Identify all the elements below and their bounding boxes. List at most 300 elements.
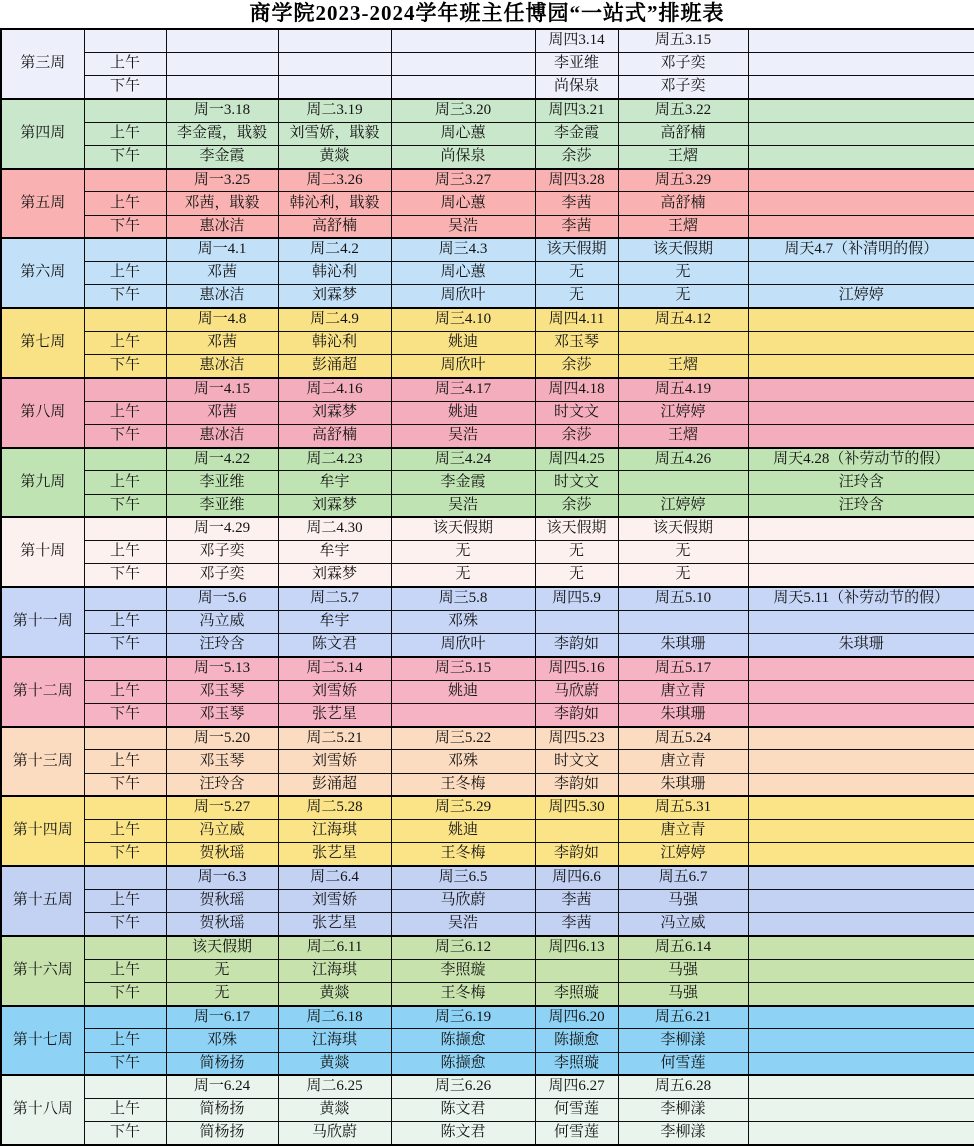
morning-row <box>1 889 974 912</box>
duty-cell: 韩沁利 <box>278 331 391 354</box>
period-cell-empty <box>84 587 166 610</box>
duty-cell: 汪玲含 <box>166 773 278 796</box>
week-label: 第四周 <box>1 99 84 169</box>
date-cell <box>166 29 278 52</box>
date-cell: 周四6.13 <box>535 936 618 959</box>
duty-cell: 余莎 <box>535 355 618 378</box>
duty-cell: 马强 <box>618 889 748 912</box>
date-cell: 周一4.1 <box>166 238 278 261</box>
week-label: 第十一周 <box>1 587 84 657</box>
duty-cell: 姚迪 <box>391 820 535 843</box>
duty-cell: 朱琪珊 <box>618 773 748 796</box>
afternoon-row <box>1 215 974 238</box>
duty-cell: 无 <box>166 959 278 982</box>
duty-cell <box>166 52 278 75</box>
duty-cell: 吴浩 <box>391 913 535 936</box>
date-cell: 周二6.25 <box>278 1075 391 1098</box>
period-label: 下午 <box>84 703 166 726</box>
afternoon-row <box>1 76 974 99</box>
duty-cell: 邓殊 <box>391 750 535 773</box>
date-cell: 周五6.28 <box>618 1075 748 1098</box>
week-label: 第十三周 <box>1 727 84 797</box>
date-cell: 周四5.9 <box>535 587 618 610</box>
date-cell: 周三5.8 <box>391 587 535 610</box>
duty-cell: 朱琪珊 <box>618 634 748 657</box>
duty-cell: 时文文 <box>535 401 618 424</box>
duty-cell: 邓茜，戢毅 <box>166 192 278 215</box>
weekend-duty-cell <box>748 773 974 796</box>
date-cell: 周四4.18 <box>535 378 618 401</box>
week-label: 第十八周 <box>1 1075 84 1145</box>
period-label: 上午 <box>84 331 166 354</box>
period-label: 下午 <box>84 1122 166 1145</box>
duty-cell: 陈文君 <box>391 1122 535 1145</box>
duty-cell: 无 <box>535 564 618 587</box>
afternoon-row <box>1 564 974 587</box>
weekend-note-cell <box>748 936 974 959</box>
duty-cell <box>535 959 618 982</box>
duty-cell: 姚迪 <box>391 331 535 354</box>
weekend-duty-cell <box>748 610 974 633</box>
duty-cell: 吴浩 <box>391 494 535 517</box>
weekend-note-cell <box>748 378 974 401</box>
weekend-duty-cell <box>748 982 974 1005</box>
period-label: 上午 <box>84 401 166 424</box>
duty-cell: 无 <box>166 982 278 1005</box>
weekend-duty-cell <box>748 564 974 587</box>
period-cell-empty <box>84 727 166 750</box>
period-cell-empty <box>84 378 166 401</box>
weekend-duty-cell <box>748 703 974 726</box>
date-cell: 周四6.20 <box>535 1006 618 1029</box>
duty-cell: 高舒楠 <box>278 215 391 238</box>
duty-cell: 李亚维 <box>166 471 278 494</box>
weekend-duty-cell <box>748 424 974 447</box>
duty-cell: 李韵如 <box>535 703 618 726</box>
weekend-note-cell: 周天5.11（补劳动节的假） <box>748 587 974 610</box>
date-cell: 周四4.11 <box>535 308 618 331</box>
weekend-duty-cell <box>748 820 974 843</box>
morning-row <box>1 1029 974 1052</box>
duty-cell: 邓子奕 <box>618 52 748 75</box>
date-cell: 周三3.20 <box>391 99 535 122</box>
morning-row <box>1 1099 974 1122</box>
weekend-duty-cell <box>748 192 974 215</box>
week-label: 第十周 <box>1 517 84 587</box>
afternoon-row <box>1 773 974 796</box>
date-cell: 周一6.24 <box>166 1075 278 1098</box>
weekend-duty-cell <box>748 750 974 773</box>
duty-cell: 张艺星 <box>278 703 391 726</box>
duty-roster-table <box>0 28 974 1146</box>
duty-cell: 唐立青 <box>618 680 748 703</box>
period-label: 下午 <box>84 145 166 168</box>
date-cell: 该天假期 <box>535 238 618 261</box>
afternoon-row <box>1 494 974 517</box>
morning-row <box>1 750 974 773</box>
weekend-note-cell <box>748 866 974 889</box>
period-label: 上午 <box>84 680 166 703</box>
duty-cell: 邓子奕 <box>166 564 278 587</box>
duty-cell: 江海琪 <box>278 959 391 982</box>
period-label: 上午 <box>84 192 166 215</box>
duty-cell: 韩沁利，戢毅 <box>278 192 391 215</box>
date-cell: 周一4.15 <box>166 378 278 401</box>
duty-cell: 王冬梅 <box>391 843 535 866</box>
period-label: 下午 <box>84 285 166 308</box>
morning-row <box>1 610 974 633</box>
duty-cell: 何雪莲 <box>618 1052 748 1075</box>
duty-cell: 无 <box>618 285 748 308</box>
duty-cell: 邓玉琴 <box>166 703 278 726</box>
duty-cell: 无 <box>618 541 748 564</box>
date-cell: 周四5.30 <box>535 796 618 819</box>
duty-cell: 时文文 <box>535 471 618 494</box>
date-cell: 周五4.19 <box>618 378 748 401</box>
weekend-duty-cell <box>748 1122 974 1145</box>
duty-cell: 贺秋瑶 <box>166 843 278 866</box>
date-cell: 周四6.27 <box>535 1075 618 1098</box>
weekend-duty-cell <box>748 1052 974 1075</box>
weekend-note-cell <box>748 1006 974 1029</box>
duty-cell: 王熠 <box>618 355 748 378</box>
period-cell-empty <box>84 1075 166 1098</box>
period-label: 上午 <box>84 610 166 633</box>
date-cell: 周四5.23 <box>535 727 618 750</box>
period-label: 上午 <box>84 262 166 285</box>
week-label: 第十四周 <box>1 796 84 866</box>
duty-cell: 李亚维 <box>535 52 618 75</box>
duty-cell: 马欣蔚 <box>535 680 618 703</box>
duty-cell: 周心蕙 <box>391 262 535 285</box>
weekend-duty-cell <box>748 843 974 866</box>
duty-cell: 邓玉琴 <box>166 680 278 703</box>
afternoon-row <box>1 982 974 1005</box>
duty-cell: 彭涌超 <box>278 773 391 796</box>
duty-cell: 张艺星 <box>278 843 391 866</box>
duty-cell: 李韵如 <box>535 843 618 866</box>
duty-cell: 无 <box>535 262 618 285</box>
duty-cell: 黄燚 <box>278 982 391 1005</box>
date-cell: 周三6.5 <box>391 866 535 889</box>
date-cell: 周五5.17 <box>618 657 748 680</box>
duty-cell: 冯立威 <box>166 610 278 633</box>
duty-cell: 李亚维 <box>166 494 278 517</box>
duty-cell: 尚保泉 <box>535 76 618 99</box>
duty-cell: 黄燚 <box>278 1099 391 1122</box>
duty-cell: 贺秋瑶 <box>166 889 278 912</box>
weekend-duty-cell <box>748 52 974 75</box>
duty-cell: 余莎 <box>535 494 618 517</box>
weekend-duty-cell <box>748 889 974 912</box>
duty-cell: 惠冰洁 <box>166 215 278 238</box>
period-label: 上午 <box>84 820 166 843</box>
duty-cell <box>618 331 748 354</box>
duty-cell: 黄燚 <box>278 1052 391 1075</box>
duty-cell: 马欣蔚 <box>278 1122 391 1145</box>
date-cell: 该天假期 <box>535 517 618 540</box>
weekend-duty-cell <box>748 541 974 564</box>
weekend-note-cell <box>748 169 974 192</box>
date-cell: 周一4.22 <box>166 448 278 471</box>
morning-row <box>1 52 974 75</box>
duty-cell: 江海琪 <box>278 820 391 843</box>
date-cell: 周五4.12 <box>618 308 748 331</box>
duty-cell: 时文文 <box>535 750 618 773</box>
duty-cell: 李柳漾 <box>618 1099 748 1122</box>
afternoon-row <box>1 1052 974 1075</box>
duty-cell: 无 <box>618 262 748 285</box>
date-cell <box>391 29 535 52</box>
duty-cell: 李照璇 <box>535 982 618 1005</box>
afternoon-row <box>1 634 974 657</box>
duty-cell: 何雪莲 <box>535 1099 618 1122</box>
duty-cell: 唐立青 <box>618 750 748 773</box>
morning-row <box>1 401 974 424</box>
duty-cell: 周欣叶 <box>391 355 535 378</box>
duty-cell <box>535 820 618 843</box>
afternoon-row <box>1 355 974 378</box>
week-dates-row <box>1 727 974 750</box>
date-cell: 周二4.23 <box>278 448 391 471</box>
duty-cell: 李柳漾 <box>618 1122 748 1145</box>
duty-cell: 邓殊 <box>166 1029 278 1052</box>
duty-cell <box>391 52 535 75</box>
duty-cell: 余莎 <box>535 424 618 447</box>
date-cell: 周二3.19 <box>278 99 391 122</box>
duty-cell: 贺秋瑶 <box>166 913 278 936</box>
page-title: 商学院2023-2024学年班主任博园“一站式”排班表 <box>0 0 974 28</box>
duty-cell: 邓茜 <box>166 401 278 424</box>
morning-row <box>1 820 974 843</box>
period-label: 下午 <box>84 1052 166 1075</box>
weekend-duty-cell <box>748 1099 974 1122</box>
period-label: 下午 <box>84 843 166 866</box>
period-label: 下午 <box>84 76 166 99</box>
duty-cell: 李照璇 <box>391 959 535 982</box>
weekend-duty-cell <box>748 401 974 424</box>
afternoon-row <box>1 145 974 168</box>
duty-cell <box>618 471 748 494</box>
date-cell: 周二4.16 <box>278 378 391 401</box>
duty-cell: 吴浩 <box>391 424 535 447</box>
afternoon-row <box>1 913 974 936</box>
period-cell-empty <box>84 29 166 52</box>
period-label: 下午 <box>84 215 166 238</box>
period-label: 下午 <box>84 773 166 796</box>
duty-cell: 李茜 <box>535 192 618 215</box>
date-cell: 周二4.30 <box>278 517 391 540</box>
duty-cell: 邓殊 <box>391 610 535 633</box>
week-label: 第八周 <box>1 378 84 448</box>
duty-cell: 王冬梅 <box>391 982 535 1005</box>
date-cell: 周四3.21 <box>535 99 618 122</box>
duty-cell: 王熠 <box>618 424 748 447</box>
weekend-note-cell <box>748 308 974 331</box>
duty-cell: 李茜 <box>535 215 618 238</box>
duty-cell: 尚保泉 <box>391 145 535 168</box>
duty-cell: 马强 <box>618 959 748 982</box>
period-cell-empty <box>84 99 166 122</box>
week-dates-row <box>1 796 974 819</box>
date-cell: 周一5.20 <box>166 727 278 750</box>
date-cell: 周三4.17 <box>391 378 535 401</box>
morning-row <box>1 331 974 354</box>
date-cell: 周一5.13 <box>166 657 278 680</box>
morning-row <box>1 122 974 145</box>
duty-cell: 高舒楠 <box>278 424 391 447</box>
duty-cell: 何雪莲 <box>535 1122 618 1145</box>
weekend-note-cell <box>748 99 974 122</box>
weekend-duty-cell <box>748 680 974 703</box>
duty-cell: 陈撷愈 <box>391 1029 535 1052</box>
weekend-note-cell: 周天4.7（补清明的假） <box>748 238 974 261</box>
weekend-note-cell <box>748 727 974 750</box>
period-cell-empty <box>84 308 166 331</box>
duty-cell: 唐立青 <box>618 820 748 843</box>
weekend-duty-cell <box>748 145 974 168</box>
week-label: 第三周 <box>1 29 84 99</box>
date-cell: 该天假期 <box>166 936 278 959</box>
date-cell: 周五3.22 <box>618 99 748 122</box>
date-cell: 周一6.3 <box>166 866 278 889</box>
date-cell: 周一6.17 <box>166 1006 278 1029</box>
weekend-duty-cell <box>748 122 974 145</box>
week-label: 第十二周 <box>1 657 84 727</box>
date-cell: 周三5.15 <box>391 657 535 680</box>
morning-row <box>1 262 974 285</box>
date-cell: 周四3.14 <box>535 29 618 52</box>
duty-cell: 无 <box>535 285 618 308</box>
date-cell: 周一3.25 <box>166 169 278 192</box>
duty-cell: 陈文君 <box>278 634 391 657</box>
week-dates-row <box>1 308 974 331</box>
week-dates-row <box>1 866 974 889</box>
date-cell: 周三6.12 <box>391 936 535 959</box>
date-cell: 周三5.22 <box>391 727 535 750</box>
date-cell: 周五5.10 <box>618 587 748 610</box>
duty-cell: 冯立威 <box>618 913 748 936</box>
duty-cell: 吴浩 <box>391 215 535 238</box>
date-cell: 周三3.27 <box>391 169 535 192</box>
weekend-note-cell <box>748 657 974 680</box>
date-cell: 周一5.6 <box>166 587 278 610</box>
weekend-duty-cell: 汪玲含 <box>748 494 974 517</box>
week-dates-row <box>1 936 974 959</box>
afternoon-row <box>1 424 974 447</box>
period-cell-empty <box>84 448 166 471</box>
duty-cell: 李金霞 <box>391 471 535 494</box>
duty-cell: 王熠 <box>618 145 748 168</box>
duty-cell: 高舒楠 <box>618 192 748 215</box>
date-cell: 周二6.18 <box>278 1006 391 1029</box>
duty-cell: 李照璇 <box>535 1052 618 1075</box>
duty-cell: 王熠 <box>618 215 748 238</box>
duty-cell: 无 <box>391 541 535 564</box>
week-dates-row <box>1 1006 974 1029</box>
period-cell-empty <box>84 936 166 959</box>
duty-cell: 邓玉琴 <box>535 331 618 354</box>
period-cell-empty <box>84 1006 166 1029</box>
weekend-duty-cell: 朱琪珊 <box>748 634 974 657</box>
morning-row <box>1 471 974 494</box>
period-cell-empty <box>84 796 166 819</box>
duty-cell <box>278 52 391 75</box>
weekend-note-cell: 周天4.28（补劳动节的假） <box>748 448 974 471</box>
afternoon-row <box>1 285 974 308</box>
date-cell: 周四5.16 <box>535 657 618 680</box>
duty-cell: 李茜 <box>535 913 618 936</box>
period-label: 下午 <box>84 494 166 517</box>
duty-cell: 简杨扬 <box>166 1099 278 1122</box>
duty-cell: 刘霖梦 <box>278 285 391 308</box>
duty-cell: 刘霖梦 <box>278 564 391 587</box>
week-dates-row <box>1 517 974 540</box>
duty-cell: 冯立威 <box>166 820 278 843</box>
weekend-duty-cell: 江婷婷 <box>748 285 974 308</box>
period-label: 上午 <box>84 1099 166 1122</box>
weekend-note-cell <box>748 29 974 52</box>
date-cell: 周三5.29 <box>391 796 535 819</box>
duty-cell: 惠冰洁 <box>166 285 278 308</box>
date-cell: 周二6.4 <box>278 866 391 889</box>
duty-cell: 余莎 <box>535 145 618 168</box>
duty-cell: 江婷婷 <box>618 843 748 866</box>
period-label: 下午 <box>84 913 166 936</box>
weekend-duty-cell <box>748 215 974 238</box>
date-cell: 周五3.29 <box>618 169 748 192</box>
duty-cell: 无 <box>391 564 535 587</box>
date-cell: 周二5.21 <box>278 727 391 750</box>
date-cell: 周二4.2 <box>278 238 391 261</box>
date-cell: 周三4.3 <box>391 238 535 261</box>
period-label: 下午 <box>84 564 166 587</box>
afternoon-row <box>1 703 974 726</box>
period-label: 上午 <box>84 541 166 564</box>
week-dates-row <box>1 657 974 680</box>
date-cell: 该天假期 <box>618 238 748 261</box>
duty-cell: 邓子奕 <box>618 76 748 99</box>
duty-cell: 江海琪 <box>278 1029 391 1052</box>
weekend-duty-cell <box>748 1029 974 1052</box>
period-label: 下午 <box>84 634 166 657</box>
date-cell: 周一3.18 <box>166 99 278 122</box>
duty-cell: 汪玲含 <box>166 634 278 657</box>
duty-cell: 韩沁利 <box>278 262 391 285</box>
date-cell: 周二5.7 <box>278 587 391 610</box>
duty-cell <box>278 76 391 99</box>
duty-cell: 李韵如 <box>535 773 618 796</box>
period-label: 上午 <box>84 959 166 982</box>
period-cell-empty <box>84 866 166 889</box>
afternoon-row <box>1 843 974 866</box>
period-label: 上午 <box>84 889 166 912</box>
morning-row <box>1 541 974 564</box>
weekend-duty-cell <box>748 262 974 285</box>
period-label: 下午 <box>84 424 166 447</box>
duty-cell: 李茜 <box>535 889 618 912</box>
week-label: 第九周 <box>1 448 84 518</box>
duty-cell: 李金霞 <box>166 145 278 168</box>
period-label: 上午 <box>84 471 166 494</box>
week-dates-row <box>1 587 974 610</box>
date-cell: 周二5.14 <box>278 657 391 680</box>
week-dates-row <box>1 99 974 122</box>
duty-cell: 刘霖梦 <box>278 401 391 424</box>
duty-cell: 周心蕙 <box>391 192 535 215</box>
morning-row <box>1 192 974 215</box>
date-cell: 周三6.26 <box>391 1075 535 1098</box>
